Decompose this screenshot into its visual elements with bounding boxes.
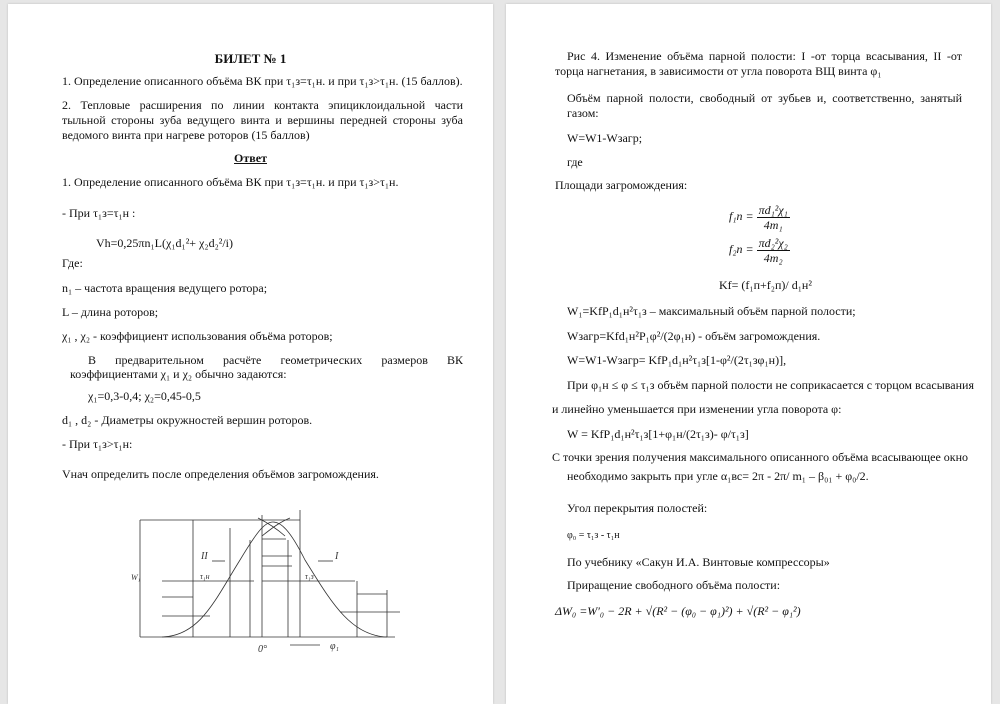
tau-right-label: τ₁з <box>305 572 314 581</box>
formula-wzagr: Wзагр=Kfd₁н²P₁φ²/(2φ₁н) - объём загромождения. <box>567 329 821 343</box>
definition-chi: χ₁ , χ₂ - коэффициент использования объёма роторов; <box>62 329 333 343</box>
condition-line-2: и линейно уменьшается при изменении угла поворота φ: <box>552 402 842 416</box>
formula-w1: W₁=KfP₁d₁н²τ₁з – максимальный объём парной полости; <box>567 304 856 318</box>
prelim-line-2: коэффициентами χ₁ и χ₂ обычно задаются: <box>70 367 287 381</box>
where-label: Где: <box>62 256 83 270</box>
ticket-title: БИЛЕТ № 1 <box>214 51 287 66</box>
question-1: 1. Определение описанного объёма ВК при τ₁з=τ₁н. и при τ₁з>τ₁н. (15 баллов). <box>62 74 463 88</box>
case-greater: - При τ₁з>τ₁н: <box>62 437 133 451</box>
vnach-note: Vнач определить после определения объёмов загромождения. <box>62 467 379 481</box>
formula-phi0: φ₀ = τ₁з - τ₁н <box>567 530 620 541</box>
textbook-reference: По учебнику «Сакун И.А. Винтовые компрессоры» <box>567 555 830 569</box>
w-equation: W=W1-Wзагр; <box>567 131 643 145</box>
overlap-heading: Угол перекрытия полостей: <box>567 501 708 515</box>
curve-i-label: I <box>335 551 339 562</box>
definition-n: n₁ – частота вращения ведущего ротора; <box>62 281 268 295</box>
prelim-line-1: В предварительном расчёте геометрических размеров ВК <box>88 353 463 367</box>
condition-line-1: При φ₁н ≤ φ ≤ τ₁з объём парной полости не соприкасается с торцом всасывания <box>567 378 974 392</box>
definition-l: L – длина роторов; <box>62 305 159 319</box>
increment-heading: Приращение свободного объёма полости: <box>567 578 781 592</box>
formula-w-linear: W = KfP₁d₁н²τ₁з[1+φ₁н/(2τ₁з)- φ/τ₁з] <box>567 427 749 441</box>
formula-f2: f₂п = $\frac{\text{πd₂²χ₂}}{\text{4m₂}}$ <box>729 235 788 265</box>
max-volume-line-1: С точки зрения получения максимального описанного объёма всасывающее окно <box>552 450 969 464</box>
formula-vh: Vh=0,25πn₁L(χ₁d₁²+ χ₂d₂²/i) <box>96 236 234 250</box>
case-equal: - При τ₁з=τ₁н : <box>62 206 136 220</box>
document-page-2 <box>506 4 991 704</box>
definition-d: d₁ , d₂ - Диаметры окружностей вершин роторов. <box>62 413 313 427</box>
tau-left-label: τ₁н <box>200 572 210 581</box>
question-2: 2. Тепловые расширения по линии контакта эпициклоидальной части тыльной стороны зуба ведущего винта и вершины передней стороны зуба ведомого винта при нагреве роторов (15 баллов) <box>62 98 463 142</box>
chi-values: χ₁=0,3-0,4; χ₂=0,45-0,5 <box>88 389 201 403</box>
formula-delta-w: ΔW₀ =W′₀ − 2R + √(R² − (φ₀ − φ₁)²) + √(R² − φ₁²) <box>555 604 801 618</box>
areas-heading: Площади загромождения: <box>555 178 688 192</box>
where-label-2: где <box>567 155 583 169</box>
axis-label: φ₁ <box>330 641 340 652</box>
curve-ii-label: II <box>201 551 208 562</box>
formula-w-full: W=W1-Wзагр= KfP₁d₁н²τ₁з[1-φ²/(2τ₁зφ₁н)], <box>567 353 787 367</box>
origin-label: 0° <box>258 644 267 655</box>
formula-kf: Kf= (f₁п+f₂п)/ d₁н² <box>719 278 812 292</box>
max-volume-line-2: необходимо закрыть при угле α₁вс= 2π - 2π/ m₁ – β₀₁ + φ₀/2. <box>567 469 869 483</box>
figure-caption: Рис 4. Изменение объёма парной полости: I -от торца всасывания, II -от торца нагнетания, в зависимости от угла поворота ВЩ винта φ₁ <box>555 49 962 78</box>
document-page-1 <box>8 4 493 704</box>
answer-heading: Ответ <box>234 151 267 165</box>
formula-f1: f₁п = $\frac{\text{πd₁²χ₁}}{\text{4m₁}}$ <box>729 202 788 232</box>
w1-label: W₁ <box>131 573 141 582</box>
answer-1-heading: 1. Определение описанного объёма ВК при τ₁з=τ₁н. и при τ₁з>τ₁н. <box>62 175 399 189</box>
free-volume-text: Объём парной полости, свободный от зубьев и, соответственно, занятый газом: <box>567 91 962 120</box>
volume-change-figure <box>130 490 420 665</box>
